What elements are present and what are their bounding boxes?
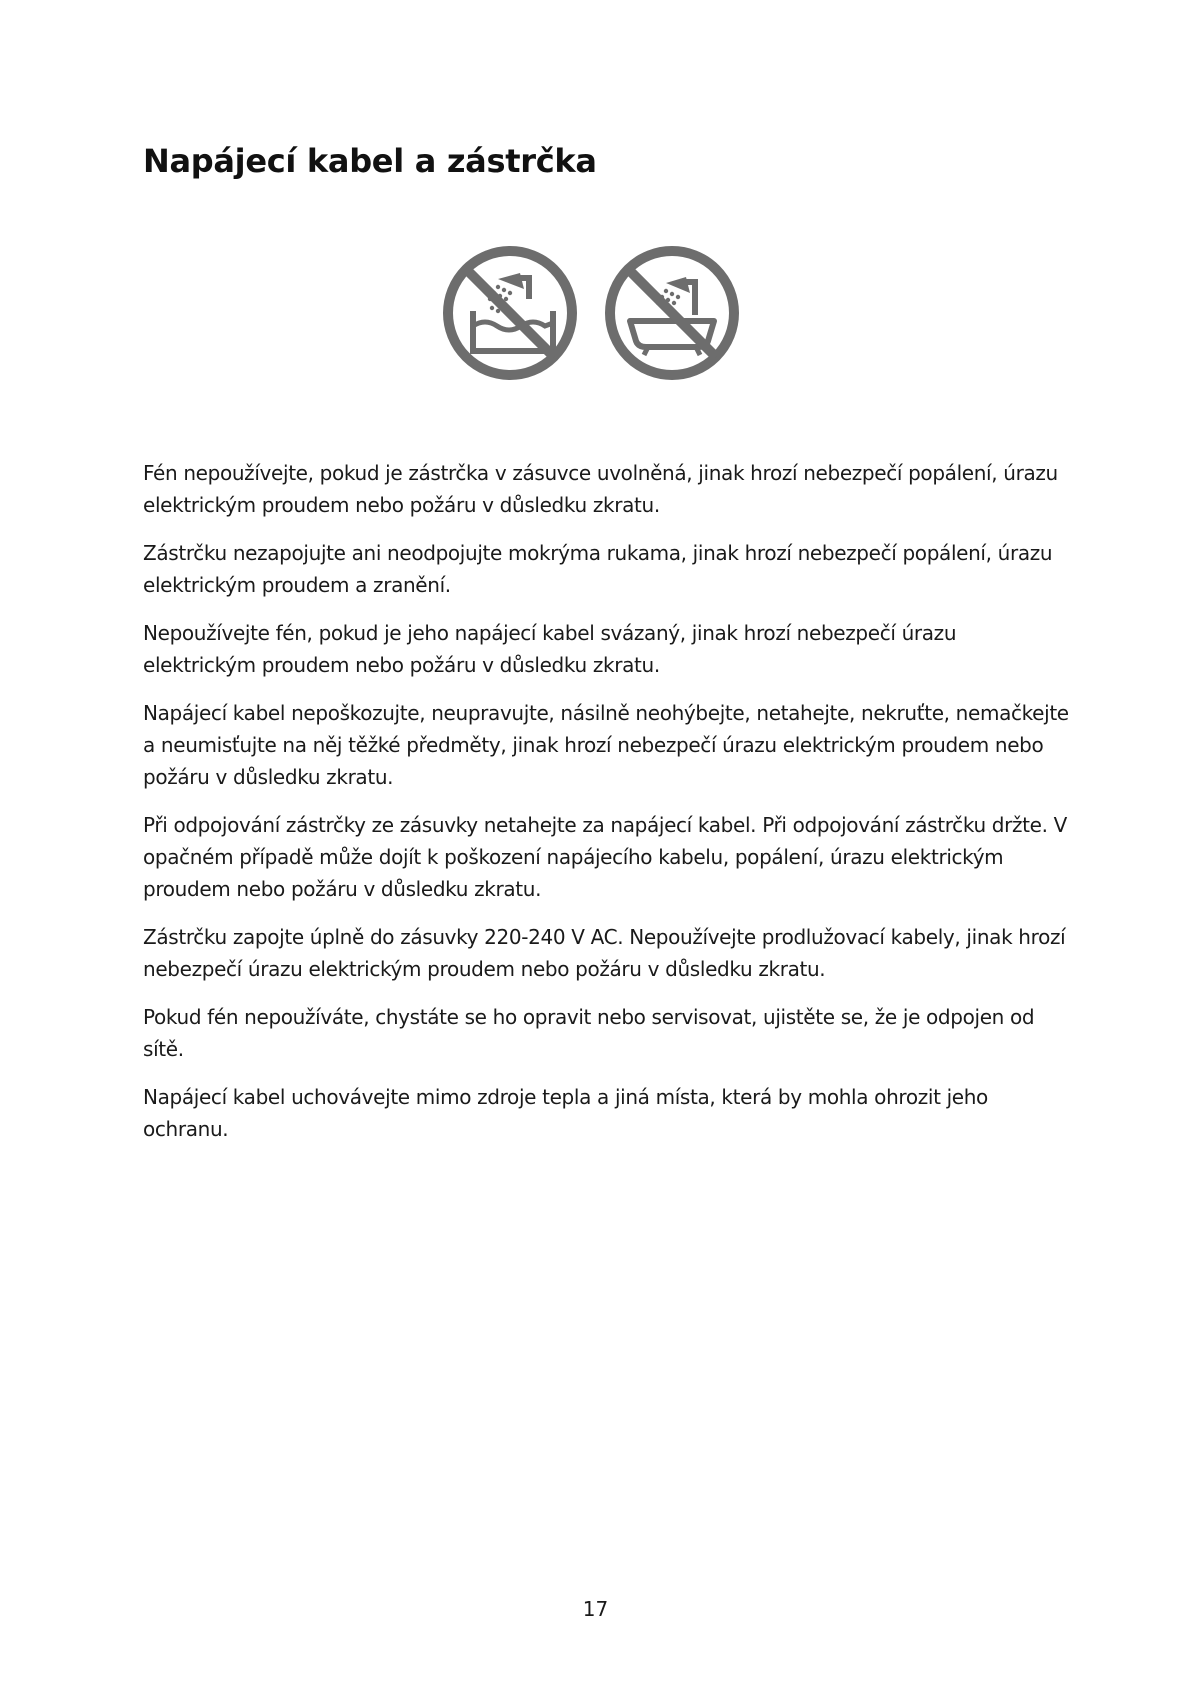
safety-text [143,457,1073,1161]
page-number: 17 [582,1597,609,1621]
no-bath-shower-icon [440,243,580,383]
paragraph: Pokud fén nepoužíváte, chystáte se ho opravit nebo servisovat, ujistěte se, že je odpojen od sítě. [143,1005,1035,1061]
paragraph: Zástrčku nezapojujte ani neodpojujte mokrýma rukama, jinak hrozí nebezpečí popálení, úrazu elektrickým proudem a zranění. [143,541,1053,597]
no-bathtub-shower-icon [602,243,742,383]
paragraph: Napájecí kabel nepoškozujte, neupravujte, násilně neohýbejte, netahejte, nekruťte, nemačkejte a neumisťujte na něj těžké předměty, jinak hrozí nebezpečí úrazu elektrickým proudem nebo požáru v důsledku zkratu. [143,701,1069,789]
paragraph: Při odpojování zástrčky ze zásuvky netahejte za napájecí kabel. Při odpojování zástrčku držte. V opačném případě může dojít k poškození napájecího kabelu, popálení, úrazu elektrickým proudem nebo požáru v důsledku zkratu. [143,813,1067,901]
warning-icons [440,243,742,383]
page-title: Napájecí kabel a zástrčka [143,142,597,180]
paragraph: Napájecí kabel uchovávejte mimo zdroje tepla a jiná místa, která by mohla ohrozit jeho ochranu. [143,1085,988,1141]
paragraph: Fén nepoužívejte, pokud je zástrčka v zásuvce uvolněná, jinak hrozí nebezpečí popálení, úrazu elektrickým proudem nebo požáru v důsledku zkratu. [143,461,1058,517]
paragraph: Zástrčku zapojte úplně do zásuvky 220-240 V AC. Nepoužívejte prodlužovací kabely, jinak hrozí nebezpečí úrazu elektrickým proudem nebo požáru v důsledku zkratu. [143,925,1066,981]
paragraph: Nepoužívejte fén, pokud je jeho napájecí kabel svázaný, jinak hrozí nebezpečí úrazu elektrickým proudem nebo požáru v důsledku zkratu. [143,621,957,677]
